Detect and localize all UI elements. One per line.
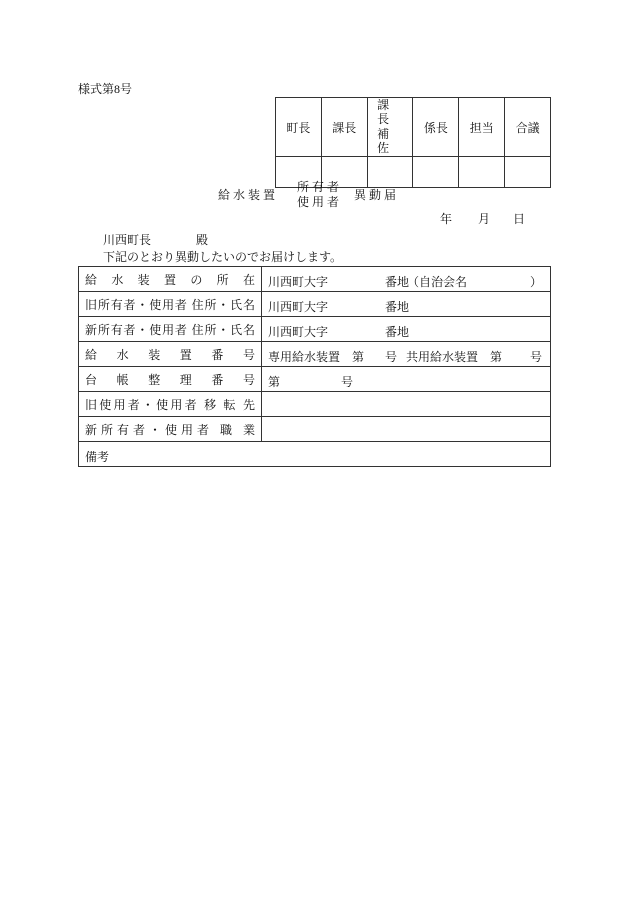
notification-table bbox=[78, 266, 551, 467]
row-label: 給 水 装 置 番 号 bbox=[79, 342, 262, 367]
cell-text: 川西町大字 bbox=[268, 275, 329, 289]
ledger-number-field[interactable] bbox=[262, 367, 551, 392]
row-label: 新所有者・使用者 住所・氏名 bbox=[79, 317, 262, 342]
assistant-chief-line1: 課 長 bbox=[377, 98, 402, 126]
stamp-box-consultation[interactable] bbox=[505, 157, 551, 188]
stamp-box-assistant-chief[interactable] bbox=[367, 157, 413, 188]
remarks-label: 備考 bbox=[85, 450, 110, 464]
table-row bbox=[79, 442, 551, 467]
approval-stamp-table bbox=[275, 97, 551, 188]
table-row bbox=[79, 392, 551, 417]
location-field[interactable] bbox=[262, 267, 551, 292]
intro-text: 下記のとおり異動したいのでお届けします。 bbox=[103, 250, 343, 264]
approval-header-assistant-chief bbox=[367, 98, 413, 157]
title-suffix: 異 動 届 bbox=[354, 188, 397, 202]
relocation-field[interactable] bbox=[262, 392, 551, 417]
cell-text: （自治会名 bbox=[407, 275, 468, 289]
approval-header-staff: 担当 bbox=[459, 98, 505, 157]
approval-header-subsection-chief: 係長 bbox=[413, 98, 459, 157]
approval-header-section-chief: 課長 bbox=[321, 98, 367, 157]
title-prefix: 給 水 装 置 bbox=[218, 188, 276, 202]
date-year: 年 bbox=[440, 212, 453, 226]
addressee-honorific: 殿 bbox=[196, 233, 209, 247]
cell-text: 川西町大字 bbox=[268, 325, 329, 339]
cell-text: 番地 bbox=[385, 275, 410, 289]
table-row bbox=[79, 292, 551, 317]
row-label: 旧使用者・使用者 移 転 先 bbox=[79, 392, 262, 417]
remarks-field[interactable] bbox=[79, 442, 551, 467]
cell-text: 号 bbox=[385, 350, 398, 364]
cell-text: 号 bbox=[341, 375, 354, 389]
row-label: 台 帳 整 理 番 号 bbox=[79, 367, 262, 392]
row-label: 新所有者・使用者 職 業 bbox=[79, 417, 262, 442]
table-row bbox=[79, 417, 551, 442]
device-number-field[interactable] bbox=[262, 342, 551, 367]
form-number: 様式第8号 bbox=[78, 82, 133, 96]
table-row bbox=[79, 267, 551, 292]
stamp-box-subsection-chief[interactable] bbox=[413, 157, 459, 188]
title-user: 使 用 者 bbox=[297, 195, 340, 209]
title-owner: 所 有 者 bbox=[297, 180, 340, 194]
date-month: 月 bbox=[478, 212, 491, 226]
row-label: 給 水 装 置 の 所 在 bbox=[79, 267, 262, 292]
cell-text: ） bbox=[530, 275, 543, 289]
cell-text: 共用給水装置 第 bbox=[406, 350, 503, 364]
new-owner-address-field[interactable] bbox=[262, 317, 551, 342]
stamp-box-staff[interactable] bbox=[459, 157, 505, 188]
table-row bbox=[79, 367, 551, 392]
assistant-chief-line2: 補 佐 bbox=[377, 127, 402, 155]
occupation-field[interactable] bbox=[262, 417, 551, 442]
addressee-name: 川西町長 bbox=[103, 233, 152, 247]
cell-text: 号 bbox=[530, 350, 543, 364]
old-owner-address-field[interactable] bbox=[262, 292, 551, 317]
cell-text: 専用給水装置 第 bbox=[268, 350, 365, 364]
cell-text: 川西町大字 bbox=[268, 300, 329, 314]
approval-header-consultation: 合議 bbox=[505, 98, 551, 157]
cell-text: 第 bbox=[268, 375, 281, 389]
cell-text: 番地 bbox=[385, 325, 410, 339]
approval-header-mayor: 町長 bbox=[276, 98, 322, 157]
cell-text: 番地 bbox=[385, 300, 410, 314]
date-day: 日 bbox=[513, 212, 526, 226]
row-label: 旧所有者・使用者 住所・氏名 bbox=[79, 292, 262, 317]
table-row bbox=[79, 342, 551, 367]
table-row bbox=[79, 317, 551, 342]
